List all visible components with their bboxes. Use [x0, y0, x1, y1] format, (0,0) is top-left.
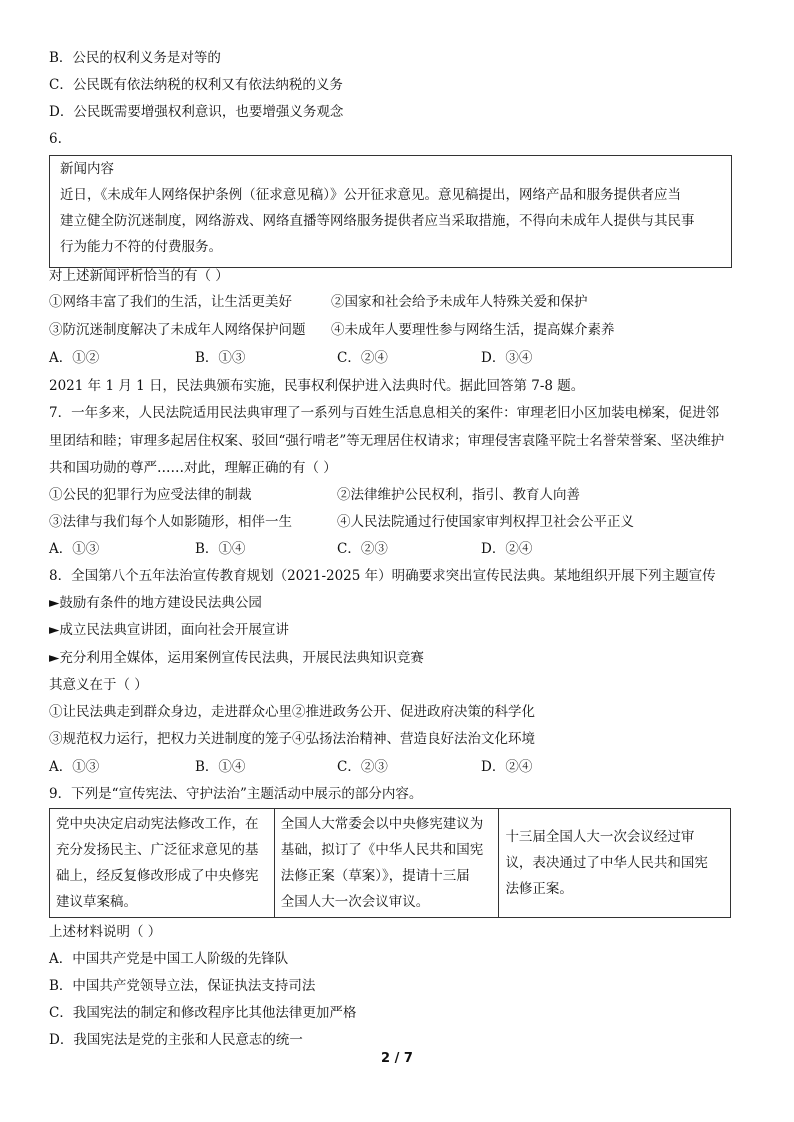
q7-stem-line: 里团结和睦；审理多起居住权案、驳回“强行啃老”等无理居住权请求；审理侵害袁隆平院士名誉荣誉案、坚决维护	[49, 433, 725, 449]
q9-cell-3	[499, 809, 731, 918]
q5-option-b: B．公民的权利义务是对等的	[49, 50, 221, 66]
q9-option-d: D．我国宪法是党的主张和人民意志的统一	[49, 1032, 303, 1048]
q8-stem: 8．全国第八个五年法治宣传教育规划（2021-2025 年）明确要求突出宣传民法典。某地组织开展下列主题宣传	[49, 568, 716, 584]
q7-option-d: D．②④	[481, 541, 533, 557]
q6-options	[49, 348, 749, 368]
q9-question: 上述材料说明（ ）	[49, 924, 162, 940]
q6-item: ②国家和社会给予未成年人特殊关爱和保护	[331, 294, 588, 310]
q8-option-c: C．②③	[337, 759, 388, 775]
q5-option-c: C．公民既有依法纳税的权利又有依法纳税的义务	[49, 77, 343, 93]
q8-items-line: ①让民法典走到群众身边，走进群众心里②推进政务公开、促进政府决策的科学化	[49, 704, 535, 720]
cell-line: 基础，拟订了《中华人民共和国宪	[280, 842, 484, 858]
q6-number: 6.	[49, 131, 62, 147]
cell-line: 法修正案。	[505, 881, 573, 897]
cell-line: 议，表决通过了中华人民共和国宪	[505, 855, 708, 871]
q8-bullet: ►鼓励有条件的地方建设民法典公园	[49, 595, 262, 611]
q6-news-box	[49, 155, 732, 268]
q9-option-c: C．我国宪法的制定和修改程序比其他法律更加严格	[49, 1005, 357, 1021]
cell-line: 础上，经反复修改形成了中央修宪	[56, 868, 259, 884]
q8-options	[49, 757, 749, 777]
q6-item: ③防沉迷制度解决了未成年人网络保护问题	[49, 322, 306, 338]
q6-items-row1	[49, 292, 749, 312]
q7-options	[49, 539, 749, 559]
q6-items-row2	[49, 320, 749, 340]
q8-bullet: ►成立民法典宣讲团，面向社会开展宣讲	[49, 622, 289, 638]
q8-question: 其意义在于（ ）	[49, 677, 148, 693]
q9-cell-2	[274, 809, 499, 918]
q7-option-c: C．②③	[337, 541, 388, 557]
q6-item: ①网络丰富了我们的生活，让生活更美好	[49, 294, 292, 310]
q6-option-c: C．②④	[337, 350, 388, 366]
q8-option-a: A．①③	[49, 759, 100, 775]
q6-news-title: 新闻内容	[60, 161, 114, 177]
q9-cell-1	[50, 809, 275, 918]
q7-item: ③法律与我们每个人如影随形，相伴一生	[49, 514, 292, 530]
q7-8-intro: 2021 年 1 月 1 日，民法典颁布实施，民事权利保护进入法典时代。据此回答第 7-8 题。	[49, 378, 585, 394]
cell-line: 充分发扬民主、广泛征求意见的基	[56, 842, 259, 858]
q7-item: ②法律维护公民权利，指引、教育人向善	[337, 487, 580, 503]
q6-news-line: 行为能力不符的付费服务。	[60, 239, 222, 255]
q6-item: ④未成年人要理性参与网络生活，提高媒介素养	[331, 322, 615, 338]
cell-line: 法修正案（草案）》，提请十三届	[280, 868, 470, 884]
q7-items-row2	[49, 512, 749, 532]
q6-stem: 对上述新闻评析恰当的有（ ）	[49, 268, 229, 284]
q6-option-a: A．①②	[49, 350, 100, 366]
page-number: 2 / 7	[381, 1051, 413, 1066]
q7-stem-line: 共和国功勋的尊严……对此，理解正确的有（ ）	[49, 460, 337, 476]
cell-line: 党中央决定启动宪法修改工作，在	[56, 816, 259, 832]
q7-items-row1	[49, 485, 749, 505]
q9-material-table	[49, 808, 731, 918]
q8-option-d: D．②④	[481, 759, 533, 775]
q7-item: ①公民的犯罪行为应受法律的制裁	[49, 487, 252, 503]
q6-option-d: D．③④	[481, 350, 533, 366]
q6-news-line: 近日，《未成年人网络保护条例（征求意见稿）》公开征求意见。意见稿提出，网络产品和服务提供者应当	[60, 187, 681, 203]
q6-option-b: B．①③	[195, 350, 246, 366]
cell-line: 建议草案稿。	[56, 894, 137, 910]
cell-line: 十三届全国人大一次会议经过审	[505, 829, 695, 845]
q7-option-b: B．①④	[195, 541, 246, 557]
q8-items-line: ③规范权力运行，把权力关进制度的笼子④弘扬法治精神、营造良好法治文化环境	[49, 731, 535, 747]
table-row	[50, 809, 731, 918]
cell-line: 全国人大一次会议审议。	[280, 894, 430, 910]
q5-option-d: D．公民既需要增强权利意识，也要增强义务观念	[49, 104, 344, 120]
q8-bullet: ►充分利用全媒体，运用案例宣传民法典，开展民法典知识竞赛	[49, 650, 424, 666]
q8-option-b: B．①④	[195, 759, 246, 775]
q9-option-b: B．中国共产党领导立法，保证执法支持司法	[49, 978, 316, 994]
cell-line: 全国人大常委会以中央修宪建议为	[280, 816, 484, 832]
q7-stem-line: 7．一年多来，人民法院适用民法典审理了一系列与百姓生活息息相关的案件：审理老旧小区加装电梯案，促进邻	[49, 405, 720, 421]
q9-option-a: A．中国共产党是中国工人阶级的先锋队	[49, 951, 289, 967]
q7-option-a: A．①③	[49, 541, 100, 557]
q9-stem: 9．下列是“宣传宪法、守护法治”主题活动中展示的部分内容。	[49, 786, 423, 802]
q7-item: ④人民法院通过行使国家审判权捍卫社会公平正义	[337, 514, 634, 530]
q6-news-line: 建立健全防沉迷制度，网络游戏、网络直播等网络服务提供者应当采取措施，不得向未成年人提供与其民事	[60, 213, 695, 229]
